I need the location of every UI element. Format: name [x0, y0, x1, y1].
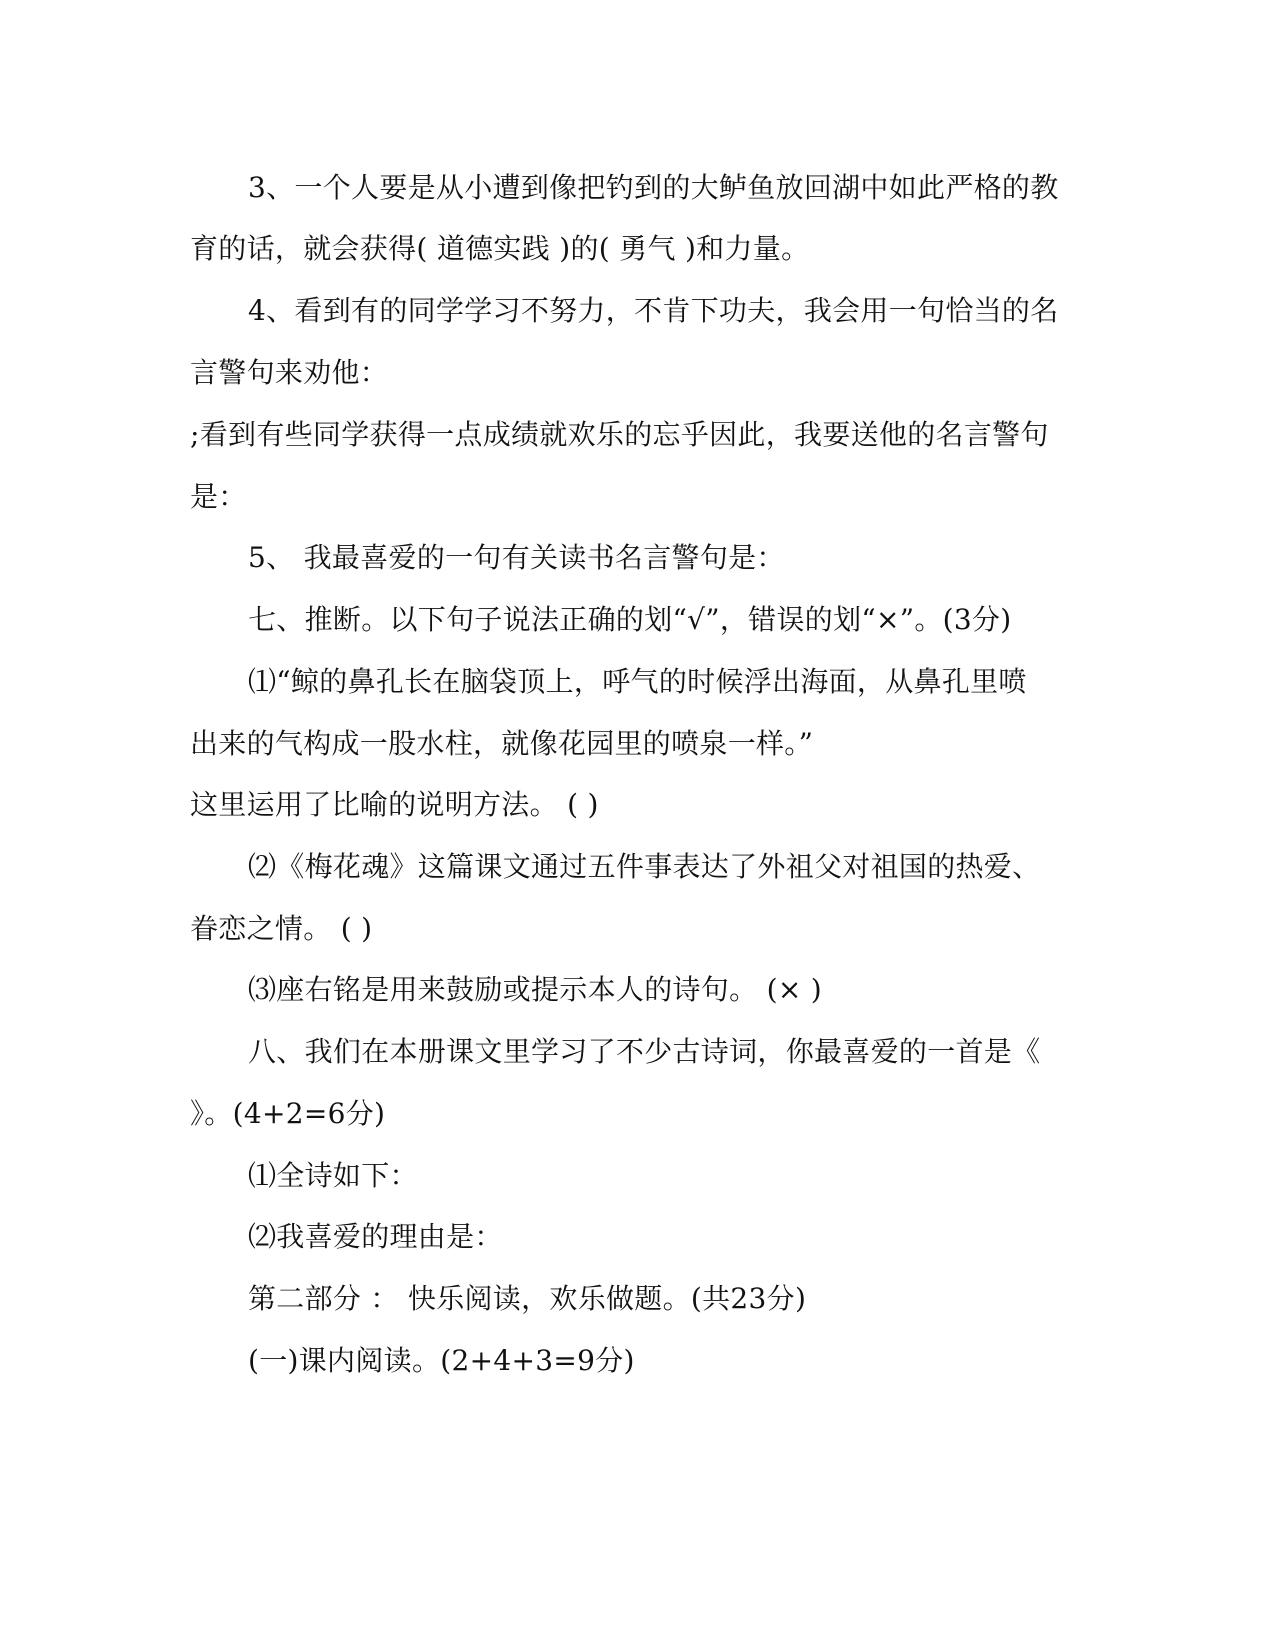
question-4-line-4: 是： — [190, 480, 247, 513]
judgment-2-line-1: ⑵《梅花魂》这篇课文通过五件事表达了外祖父对祖国的热爱、 — [248, 850, 1041, 883]
section-8-line-2: 》。(4+2=6分) — [190, 1097, 386, 1130]
section-8-line-1: 八、我们在本册课文里学习了不少古诗词，你最喜爱的一首是《 — [248, 1035, 1041, 1068]
part-2-heading: 第二部分 ： 快乐阅读，欢乐做题。(共23分) — [248, 1282, 807, 1315]
judgment-2-line-2: 眷恋之情。 ( ) — [190, 912, 373, 945]
section-8-item-1: ⑴全诗如下： — [248, 1159, 418, 1192]
question-3-line-1: 3、一个人要是从小遭到像把钓到的大鲈鱼放回湖中如此严格的教 — [248, 171, 1059, 204]
question-4-line-2: 言警句来劝他： — [190, 356, 389, 389]
judgment-3-line: ⑶座右铭是用来鼓励或提示本人的诗句。 (× ) — [248, 973, 823, 1006]
question-5-line: 5、 我最喜爱的一句有关读书名言警句是： — [248, 541, 785, 574]
section-8-item-2: ⑵我喜爱的理由是： — [248, 1220, 503, 1253]
question-3-line-2: 育的话，就会获得( 道德实践 )的( 勇气 )和力量。 — [190, 232, 810, 265]
section-7-heading: 七、推断。以下句子说法正确的划“√”，错误的划“×”。(3分) — [248, 603, 1012, 636]
judgment-1-line-2: 出来的气构成一股水柱，就像花园里的喷泉一样。” — [190, 727, 814, 760]
judgment-1-line-3: 这里运用了比喻的说明方法。 ( ) — [190, 788, 599, 821]
judgment-1-line-1: ⑴“鲸的鼻孔长在脑袋顶上，呼气的时候浮出海面，从鼻孔里喷 — [248, 665, 1027, 698]
reading-1-heading: (一)课内阅读。(2+4+3=9分) — [248, 1344, 635, 1377]
question-4-line-3: ;看到有些同学获得一点成绩就欢乐的忘乎因此，我要送他的名言警句 — [190, 418, 1049, 451]
question-4-line-1: 4、看到有的同学学习不努力，不肯下功夫，我会用一句恰当的名 — [248, 294, 1059, 327]
